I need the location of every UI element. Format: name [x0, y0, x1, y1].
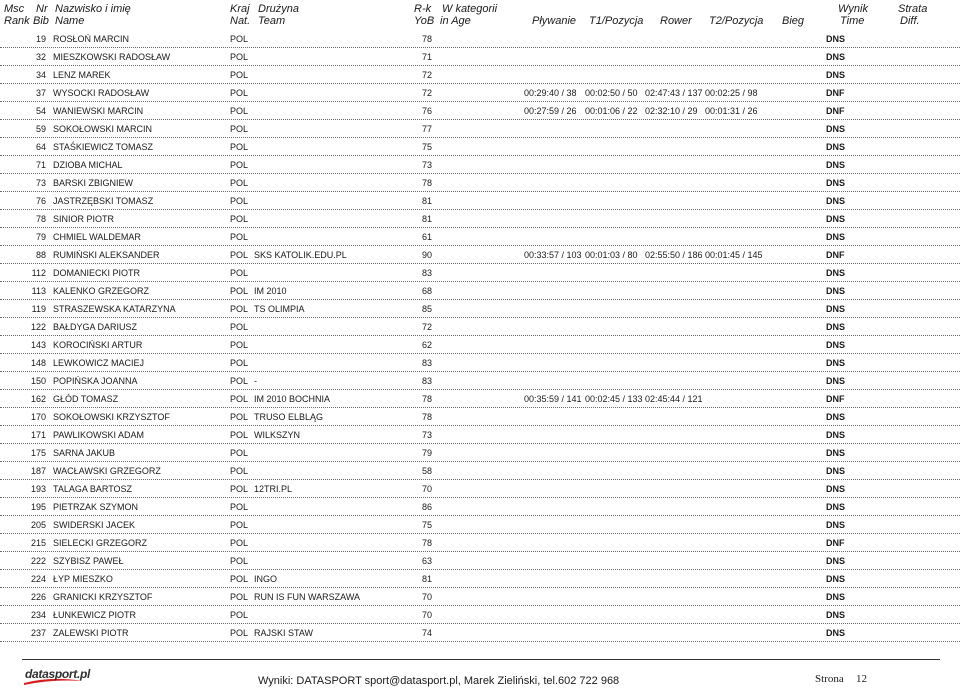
table-row	[0, 120, 960, 138]
yob-cell: 90	[422, 250, 433, 260]
table-row	[0, 102, 960, 120]
table-row	[0, 516, 960, 534]
t1-cell: 00:01:06 / 22	[585, 106, 638, 116]
header-strata: Strata	[898, 3, 928, 15]
name-cell: SINIOR PIOTR	[53, 214, 115, 224]
footer-info: Wyniki: DATASPORT sport@datasport.pl, Marek Zieliński, tel.602 722 968	[258, 675, 620, 687]
bib-cell: 195	[30, 502, 46, 512]
table-row	[0, 408, 960, 426]
result-cell: DNS	[826, 52, 846, 62]
header-name-pl: Nazwisko i imię	[55, 3, 131, 15]
table-row	[0, 606, 960, 624]
result-cell: DNS	[826, 340, 846, 350]
yob-cell: 74	[422, 628, 433, 638]
t1-cell: 00:02:50 / 50	[585, 88, 638, 98]
name-cell: CHMIEL WALDEMAR	[53, 232, 141, 242]
header-t1: T1/Pozycja	[589, 15, 644, 27]
name-cell: BAŁDYGA DARIUSZ	[53, 322, 138, 332]
table-row	[0, 462, 960, 480]
bib-cell: 150	[30, 376, 46, 386]
nat-cell: POL	[230, 106, 249, 116]
yob-cell: 81	[422, 196, 433, 206]
team-cell: SKS KATOLIK.EDU.PL	[254, 250, 347, 260]
yob-cell: 78	[422, 538, 433, 548]
bike-cell: 02:47:43 / 137	[645, 88, 703, 98]
nat-cell: POL	[230, 466, 249, 476]
result-cell: DNF	[826, 250, 845, 260]
header-team: Team	[258, 15, 286, 27]
table-row	[0, 30, 960, 48]
yob-cell: 72	[422, 322, 433, 332]
nat-cell: POL	[230, 160, 249, 170]
yob-cell: 76	[422, 106, 433, 116]
datasport-logo: datasport.pl	[22, 666, 84, 686]
yob-cell: 61	[422, 232, 433, 242]
result-cell: DNF	[826, 538, 845, 548]
name-cell: LEWKOWICZ MACIEJ	[53, 358, 145, 368]
table-row	[0, 282, 960, 300]
header-t2: T2/Pozycja	[709, 15, 764, 27]
header-run: Bieg	[782, 15, 805, 27]
name-cell: KALENKO GRZEGORZ	[53, 286, 150, 296]
result-cell: DNS	[826, 142, 846, 152]
bib-cell: 226	[30, 592, 46, 602]
t2-cell: 00:01:31 / 26	[705, 106, 758, 116]
result-cell: DNS	[826, 466, 846, 476]
result-cell: DNS	[826, 286, 846, 296]
yob-cell: 71	[422, 52, 433, 62]
nat-cell: POL	[230, 70, 249, 80]
yob-cell: 78	[422, 34, 433, 44]
name-cell: PAWLIKOWSKI ADAM	[53, 430, 145, 440]
yob-cell: 68	[422, 286, 433, 296]
table-row	[0, 300, 960, 318]
nat-cell: POL	[230, 214, 249, 224]
swim-cell: 00:29:40 / 38	[524, 88, 577, 98]
table-row	[0, 480, 960, 498]
nat-cell: POL	[230, 52, 249, 62]
name-cell: SOKOŁOWSKI KRZYSZTOF	[53, 412, 170, 422]
nat-cell: POL	[230, 358, 249, 368]
table-row	[0, 426, 960, 444]
bib-cell: 113	[31, 286, 46, 296]
name-cell: DZIOBA MICHAL	[53, 160, 123, 170]
table-row	[0, 372, 960, 390]
yob-cell: 86	[422, 502, 433, 512]
nat-cell: POL	[230, 556, 249, 566]
bib-cell: 148	[30, 358, 46, 368]
result-cell: DNS	[826, 268, 846, 278]
header-w-kategorii: W kategorii	[442, 3, 498, 15]
table-row	[0, 48, 960, 66]
bib-cell: 73	[35, 178, 46, 188]
header-nat: Nat.	[230, 15, 251, 27]
result-cell: DNS	[826, 322, 846, 332]
table-row	[0, 210, 960, 228]
result-cell: DNS	[826, 304, 846, 314]
footer-divider	[22, 659, 940, 660]
yob-cell: 77	[422, 124, 433, 134]
name-cell: LENZ MAREK	[53, 70, 111, 80]
team-cell: INGO	[254, 574, 278, 584]
name-cell: ZALEWSKI PIOTR	[53, 628, 129, 638]
yob-cell: 62	[422, 340, 433, 350]
nat-cell: POL	[230, 178, 249, 188]
t2-cell: 00:02:25 / 98	[705, 88, 758, 98]
nat-cell: POL	[230, 520, 249, 530]
yob-cell: 70	[422, 592, 433, 602]
header-wynik: Wynik	[838, 3, 868, 15]
nat-cell: POL	[230, 322, 249, 332]
bib-cell: 171	[30, 430, 46, 440]
result-cell: DNS	[826, 574, 846, 584]
result-cell: DNS	[826, 430, 846, 440]
result-cell: DNS	[826, 358, 846, 368]
nat-cell: POL	[230, 592, 249, 602]
footer-page-number: 12	[856, 673, 867, 685]
bib-cell: 143	[30, 340, 46, 350]
yob-cell: 70	[422, 610, 433, 620]
table-row	[0, 624, 960, 642]
bib-cell: 71	[35, 160, 46, 170]
result-cell: DNS	[826, 70, 846, 80]
yob-cell: 70	[422, 484, 433, 494]
table-header	[0, 0, 960, 28]
table-row	[0, 66, 960, 84]
yob-cell: 78	[422, 178, 433, 188]
table-row	[0, 84, 960, 102]
header-kraj: Kraj	[230, 3, 250, 15]
yob-cell: 73	[422, 160, 433, 170]
nat-cell: POL	[230, 412, 249, 422]
result-cell: DNS	[826, 520, 846, 530]
table-row	[0, 588, 960, 606]
yob-cell: 81	[422, 214, 433, 224]
name-cell: GŁÓD TOMASZ	[53, 394, 119, 404]
yob-cell: 83	[422, 268, 433, 278]
bib-cell: 205	[30, 520, 46, 530]
result-cell: DNS	[826, 34, 846, 44]
name-cell: WYSOCKI RADOSŁAW	[53, 88, 150, 98]
bib-cell: 187	[30, 466, 46, 476]
bib-cell: 119	[31, 304, 46, 314]
table-row	[0, 246, 960, 264]
name-cell: TALAGA BARTOSZ	[53, 484, 133, 494]
bib-cell: 122	[30, 322, 46, 332]
bib-cell: 222	[30, 556, 46, 566]
bib-cell: 170	[30, 412, 46, 422]
result-cell: DNS	[826, 502, 846, 512]
nat-cell: POL	[230, 196, 249, 206]
team-cell: TRUSO ELBLĄG	[254, 412, 324, 422]
header-nr: Nr	[36, 3, 48, 15]
nat-cell: POL	[230, 340, 249, 350]
name-cell: JASTRZĘBSKI TOMASZ	[53, 196, 154, 206]
result-cell: DNF	[826, 106, 845, 116]
bib-cell: 112	[31, 268, 46, 278]
name-cell: BARSKI ZBIGNIEW	[53, 178, 134, 188]
result-cell: DNS	[826, 556, 846, 566]
name-cell: STRASZEWSKA KATARZYNA	[53, 304, 176, 314]
bib-cell: 237	[30, 628, 46, 638]
table-row	[0, 138, 960, 156]
yob-cell: 83	[422, 376, 433, 386]
bib-cell: 54	[35, 106, 46, 116]
table-row	[0, 534, 960, 552]
team-cell: IM 2010 BOCHNIA	[254, 394, 331, 404]
table-row	[0, 228, 960, 246]
bib-cell: 59	[35, 124, 46, 134]
yob-cell: 85	[422, 304, 433, 314]
header-bike: Rower	[660, 15, 692, 27]
table-row	[0, 444, 960, 462]
table-row	[0, 552, 960, 570]
nat-cell: POL	[230, 430, 249, 440]
swim-cell: 00:33:57 / 103	[524, 250, 582, 260]
bib-cell: 76	[35, 196, 46, 206]
header-name-en: Name	[55, 15, 85, 27]
team-cell: -	[254, 376, 257, 386]
result-cell: DNS	[826, 628, 846, 638]
result-cell: DNS	[826, 196, 846, 206]
bike-cell: 02:55:50 / 186	[645, 250, 703, 260]
result-cell: DNS	[826, 124, 846, 134]
name-cell: MIESZKOWSKI RADOSŁAW	[53, 52, 171, 62]
nat-cell: POL	[230, 610, 249, 620]
name-cell: KOROCIŃSKI ARTUR	[53, 340, 143, 350]
result-cell: DNS	[826, 376, 846, 386]
bib-cell: 175	[30, 448, 46, 458]
header-time: Time	[840, 15, 865, 27]
result-cell: DNS	[826, 412, 846, 422]
yob-cell: 79	[422, 448, 433, 458]
table-row	[0, 156, 960, 174]
name-cell: POPIŃSKA JOANNA	[53, 376, 138, 386]
swim-cell: 00:27:59 / 26	[524, 106, 577, 116]
nat-cell: POL	[230, 394, 249, 404]
table-row	[0, 498, 960, 516]
yob-cell: 73	[422, 430, 433, 440]
header-rk: R-k	[414, 3, 432, 15]
team-cell: RUN IS FUN WARSZAWA	[254, 592, 360, 602]
name-cell: RUMIŃSKI ALEKSANDER	[53, 250, 160, 260]
bib-cell: 88	[35, 250, 46, 260]
table-row	[0, 264, 960, 282]
nat-cell: POL	[230, 268, 249, 278]
yob-cell: 72	[422, 88, 433, 98]
table-row	[0, 354, 960, 372]
header-msc: Msc	[4, 3, 25, 15]
nat-cell: POL	[230, 628, 249, 638]
result-cell: DNS	[826, 232, 846, 242]
name-cell: SWIDERSKI JACEK	[53, 520, 136, 530]
nat-cell: POL	[230, 376, 249, 386]
yob-cell: 75	[422, 520, 433, 530]
name-cell: WANIEWSKI MARCIN	[53, 106, 144, 116]
result-cell: DNF	[826, 88, 845, 98]
bib-cell: 79	[35, 232, 46, 242]
result-cell: DNS	[826, 214, 846, 224]
nat-cell: POL	[230, 232, 249, 242]
yob-cell: 78	[422, 412, 433, 422]
name-cell: SZYBISZ PAWEŁ	[53, 556, 124, 566]
name-cell: ŁYP MIESZKO	[53, 574, 113, 584]
results-table	[0, 30, 960, 642]
bib-cell: 32	[35, 52, 46, 62]
name-cell: SIELECKI GRZEGORZ	[53, 538, 148, 548]
nat-cell: POL	[230, 124, 249, 134]
result-cell: DNS	[826, 610, 846, 620]
nat-cell: POL	[230, 304, 249, 314]
nat-cell: POL	[230, 142, 249, 152]
result-cell: DNS	[826, 592, 846, 602]
header-druzyna: Drużyna	[258, 3, 299, 15]
bike-cell: 02:32:10 / 29	[645, 106, 698, 116]
nat-cell: POL	[230, 484, 249, 494]
result-cell: DNS	[826, 178, 846, 188]
name-cell: WACŁAWSKI GRZEGORZ	[53, 466, 161, 476]
header-swim: Pływanie	[532, 15, 577, 27]
team-cell: TS OLIMPIA	[254, 304, 305, 314]
bib-cell: 162	[30, 394, 46, 404]
bib-cell: 64	[35, 142, 46, 152]
table-row	[0, 192, 960, 210]
result-cell: DNS	[826, 448, 846, 458]
team-cell: IM 2010	[254, 286, 287, 296]
team-cell: WILKSZYN	[254, 430, 301, 440]
nat-cell: POL	[230, 502, 249, 512]
name-cell: DOMANIECKI PIOTR	[53, 268, 141, 278]
name-cell: ŁUNKEWICZ PIOTR	[53, 610, 137, 620]
yob-cell: 72	[422, 70, 433, 80]
bib-cell: 19	[35, 34, 46, 44]
team-cell: RAJSKI STAW	[254, 628, 314, 638]
table-row	[0, 336, 960, 354]
table-row	[0, 390, 960, 408]
swim-cell: 00:35:59 / 141	[524, 394, 582, 404]
table-row	[0, 174, 960, 192]
result-cell: DNS	[826, 160, 846, 170]
bib-cell: 234	[30, 610, 46, 620]
header-in-age: in Age	[440, 15, 471, 27]
result-cell: DNF	[826, 394, 845, 404]
bib-cell: 224	[30, 574, 46, 584]
name-cell: SARNA JAKUB	[53, 448, 116, 458]
nat-cell: POL	[230, 34, 249, 44]
nat-cell: POL	[230, 574, 249, 584]
bib-cell: 193	[30, 484, 46, 494]
name-cell: PIETRZAK SZYMON	[53, 502, 139, 512]
t1-cell: 00:02:45 / 133	[585, 394, 643, 404]
table-row	[0, 570, 960, 588]
bib-cell: 34	[35, 70, 46, 80]
name-cell: STAŚKIEWICZ TOMASZ	[53, 142, 154, 152]
team-cell: 12TRI.PL	[254, 484, 293, 494]
result-cell: DNS	[826, 484, 846, 494]
nat-cell: POL	[230, 538, 249, 548]
bike-cell: 02:45:44 / 121	[645, 394, 703, 404]
nat-cell: POL	[230, 286, 249, 296]
t2-cell: 00:01:45 / 145	[705, 250, 763, 260]
name-cell: GRANICKI KRZYSZTOF	[53, 592, 153, 602]
yob-cell: 75	[422, 142, 433, 152]
nat-cell: POL	[230, 448, 249, 458]
yob-cell: 63	[422, 556, 433, 566]
yob-cell: 78	[422, 394, 433, 404]
yob-cell: 58	[422, 466, 433, 476]
nat-cell: POL	[230, 250, 249, 260]
bib-cell: 37	[35, 88, 46, 98]
bib-cell: 215	[30, 538, 46, 548]
header-diff: Diff.	[900, 15, 920, 27]
t1-cell: 00:01:03 / 80	[585, 250, 638, 260]
yob-cell: 81	[422, 574, 433, 584]
name-cell: SOKOŁOWSKI MARCIN	[53, 124, 153, 134]
bib-cell: 78	[35, 214, 46, 224]
table-row	[0, 318, 960, 336]
header-bib: Bib	[33, 15, 49, 27]
yob-cell: 83	[422, 358, 433, 368]
name-cell: ROSŁOŃ MARCIN	[53, 34, 130, 44]
nat-cell: POL	[230, 88, 249, 98]
footer-strona-label: Strona	[815, 673, 844, 685]
header-yob: YoB	[414, 15, 435, 27]
header-rank: Rank	[4, 15, 30, 27]
